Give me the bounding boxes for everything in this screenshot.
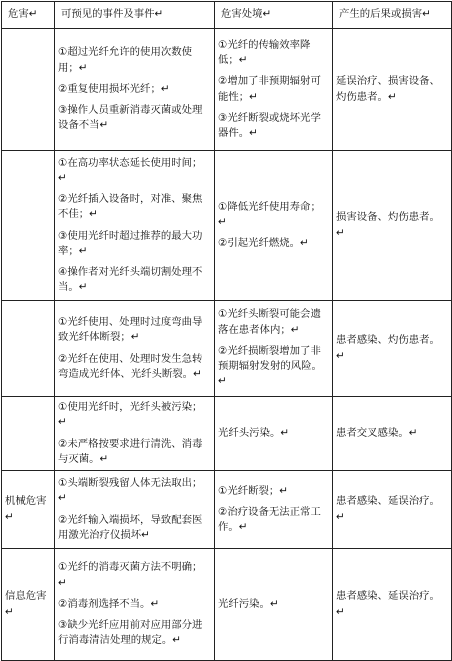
hazard-table <box>1 1 452 661</box>
consequence-text: 延误治疗、损害设备、灼伤患者。↵ <box>336 75 440 103</box>
event-item: ①在高功率状态延长使用时间；↵ <box>58 156 203 184</box>
event-item: ②光纤插入设备时，对准、聚焦不佳；↵ <box>58 193 203 221</box>
event-item: ②光纤在使用、处理时发生急转弯造成光纤体、光纤头断裂。↵ <box>58 352 203 380</box>
consequence-text: 患者交叉感染。↵ <box>336 426 418 439</box>
table-row <box>2 29 452 151</box>
hazard-cell <box>2 151 55 301</box>
header-consequence: 产生的后果或损害↵ <box>333 2 452 29</box>
consequence-cell <box>333 29 452 151</box>
situation-cell <box>215 397 333 471</box>
situation-item: ①降低光纤使用寿命；↵ <box>218 200 321 228</box>
consequence-cell <box>333 301 452 397</box>
situation-item: ②光纤损断裂增加了非预期辐射发射的风险。↵ <box>218 344 322 388</box>
situation-cell <box>215 471 333 549</box>
consequence-text: 患者感染、延误治疗。↵ <box>336 590 440 618</box>
event-item: ②重复使用损坏光纤；↵ <box>58 82 170 95</box>
table-row <box>2 301 452 397</box>
hazard-cell: 机械危害↵ <box>2 471 55 549</box>
events-cell <box>55 549 215 661</box>
situation-cell <box>215 29 333 151</box>
event-item: ②未严格按要求进行清洗、消毒与灭菌。↵ <box>58 437 203 465</box>
hazard-cell: 信息危害↵ <box>2 549 55 661</box>
table-row <box>2 549 452 661</box>
consequence-text: 患者感染、灼伤患者。↵ <box>336 334 440 362</box>
header-events: 可预见的事件及事件↵ <box>55 2 215 29</box>
events-cell <box>55 397 215 471</box>
situation-item: ①光纤头断裂可能会遗落在患者体内；↵ <box>218 308 321 336</box>
situation-item: ②引起光纤燃烧。↵ <box>218 237 309 250</box>
situation-item: ③光纤断裂或烧坏光学器件。↵ <box>218 111 321 139</box>
event-item: ①光纤的消毒灭菌方法不明确；↵ <box>58 561 203 589</box>
consequence-cell <box>333 549 452 661</box>
event-item: ②消毒剂选择不当。↵ <box>58 597 160 610</box>
events-cell <box>55 151 215 301</box>
hazard-cell <box>2 301 55 397</box>
event-item: ①使用光纤时，光纤头被污染；↵ <box>58 401 203 429</box>
situation-item: ①光纤的传输效率降低；↵ <box>218 38 311 67</box>
situation-item: ②增加了非预期辐射可能性；↵ <box>218 75 321 103</box>
situation-cell <box>215 549 333 661</box>
event-item: ①头端断裂残留人体无法取出；↵ <box>58 477 203 505</box>
hazard-cell <box>2 29 55 151</box>
event-item: ①光纤使用、处理时过度弯曲导致光纤体断裂；↵ <box>58 316 203 344</box>
event-item: ④操作者对光纤头端切割处理不当。↵ <box>58 265 203 294</box>
situation-item: ①光纤断裂；↵ <box>218 484 288 497</box>
header-hazard: 危害↵ <box>2 2 55 29</box>
situation-item: ②治疗设备无法正常工作。↵ <box>218 505 321 534</box>
situation-item: 光纤污染。↵ <box>218 597 279 610</box>
situation-item: 光纤头污染。↵ <box>218 426 290 439</box>
table-row <box>2 471 452 549</box>
event-item: ③缺少光纤应用前对应用部分进行消毒清洁处理的规定。↵ <box>58 619 203 647</box>
table-header-row <box>2 2 452 29</box>
events-cell <box>55 29 215 151</box>
events-cell <box>55 301 215 397</box>
consequence-text: 患者感染、延误治疗。↵ <box>336 495 440 523</box>
consequence-text: 损害设备、灼伤患者。↵ <box>336 211 440 239</box>
situation-cell <box>215 301 333 397</box>
consequence-cell <box>333 471 452 549</box>
table-row <box>2 151 452 301</box>
situation-cell <box>215 151 333 301</box>
event-item: ③操作人员重新消毒灭菌或处理设备不当↵ <box>58 104 203 132</box>
events-cell <box>55 471 215 549</box>
table-row <box>2 397 452 471</box>
event-item: ②光纤输入端损坏，导致配套医用激光治疗仪损坏↵ <box>58 513 203 541</box>
hazard-cell <box>2 397 55 471</box>
consequence-cell <box>333 151 452 301</box>
consequence-cell <box>333 397 452 471</box>
header-situation: 危害处境↵ <box>215 2 333 29</box>
event-item: ③使用光纤时超过推荐的最大功率；↵ <box>58 229 203 257</box>
event-item: ①超过光纤允许的使用次数使用；↵ <box>58 46 193 74</box>
